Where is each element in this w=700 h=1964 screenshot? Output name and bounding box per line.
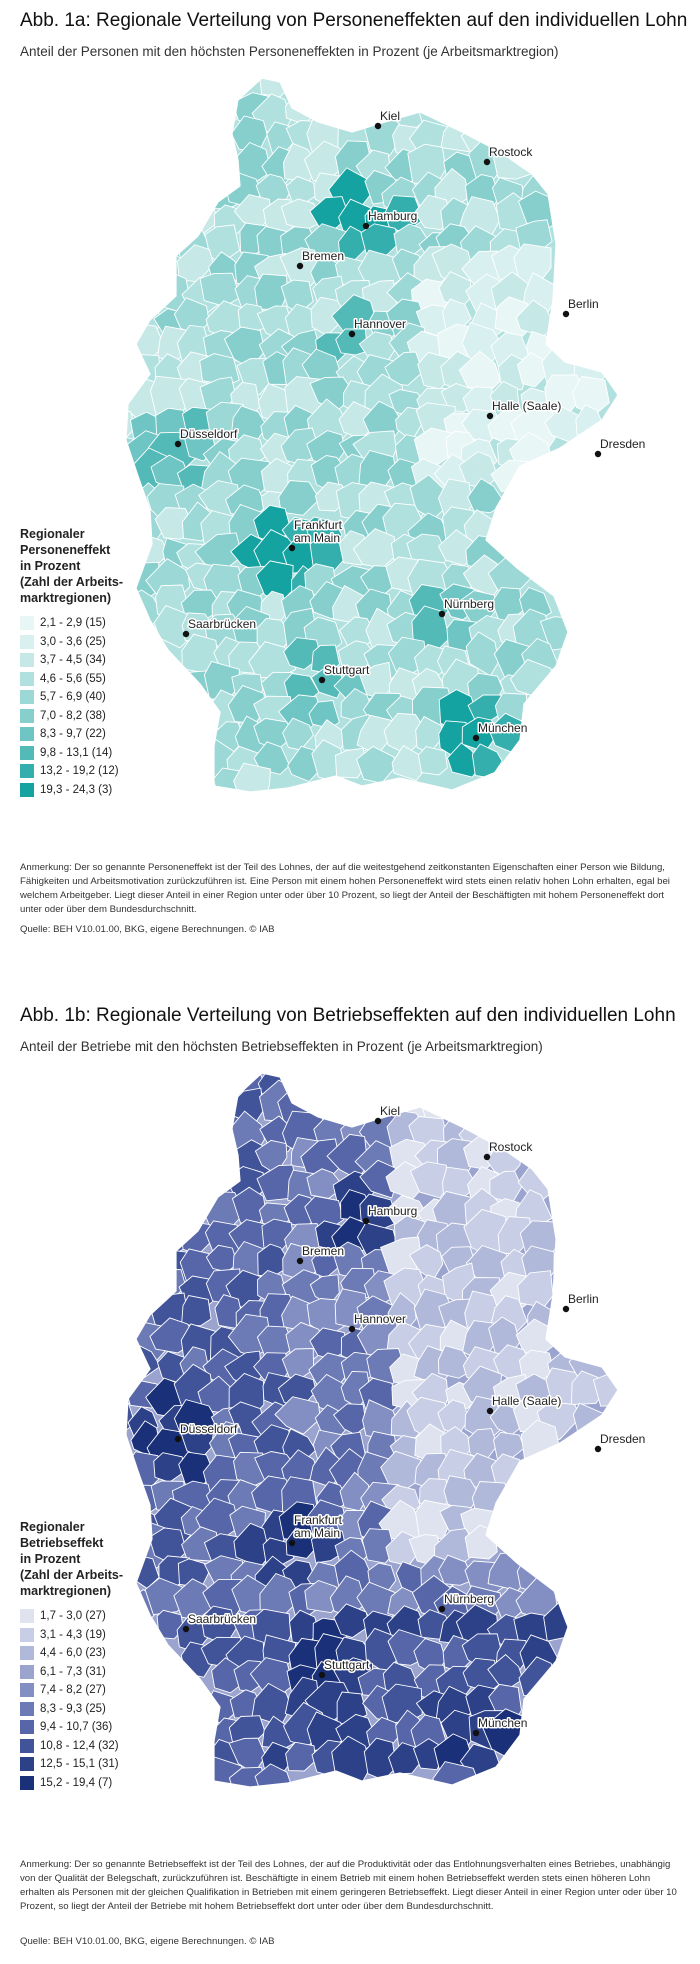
legend-swatch — [20, 1702, 34, 1716]
city-label: Halle (Saale) — [492, 399, 562, 413]
legend-label: 19,3 - 24,3 (3) — [40, 783, 113, 796]
germany-map-betriebseffekt — [0, 995, 700, 1964]
legend-items — [20, 1607, 180, 1792]
city-marker — [484, 159, 490, 165]
city-label: Bremen — [302, 249, 345, 263]
legend-label: 3,0 - 3,6 (25) — [40, 635, 106, 648]
city-label: Hamburg — [368, 1204, 418, 1218]
legend-item — [20, 614, 180, 633]
legend-label: 2,1 - 2,9 (15) — [40, 617, 106, 630]
legend-item — [20, 1644, 180, 1663]
legend-item — [20, 1663, 180, 1682]
city-marker — [297, 1258, 303, 1264]
legend-item — [20, 1755, 180, 1774]
legend-swatch — [20, 746, 34, 760]
source-note: Quelle: BEH V10.01.00, BKG, eigene Berechnungen. © IAB — [20, 924, 275, 935]
legend-swatch — [20, 764, 34, 778]
city-marker — [363, 223, 369, 229]
city-marker — [473, 735, 479, 741]
legend-item — [20, 707, 180, 726]
city-label: München — [478, 721, 528, 735]
city-label: Dresden — [600, 437, 646, 451]
city-marker — [183, 1626, 189, 1632]
city-marker — [349, 1326, 355, 1332]
city-label: Nürnberg — [444, 1592, 495, 1606]
germany-map-personeneffekt — [0, 0, 700, 960]
figure-title: Abb. 1a: Regionale Verteilung von Personeneffekten auf den individuellen Lohn — [20, 10, 688, 31]
city-label: Kiel — [380, 1104, 401, 1118]
city-label: Stuttgart — [324, 663, 370, 677]
legend-item — [20, 1607, 180, 1626]
legend-label: 5,7 - 6,9 (40) — [40, 691, 106, 704]
legend-swatch — [20, 709, 34, 723]
city-label: Kiel — [380, 109, 401, 123]
annotation-note: Anmerkung: Der so genannte Betriebseffekt ist der Teil des Lohnes, der auf die Produktivität oder das Entlohnungsverhalten eines Betriebes, unabhängig von der Qualität der Belegschaft, zurückzuführen ist. Beschäftigte in einem Betrieb mit einem hohen Betriebseffekt werden stets einen höheren Lohn erhalten als Personen mit der gleichen Qualifikation in Betrieben mit einem geringeren Betriebseffekt. Liegt dieser Anteil in einer Region unter oder über 10 Prozent, so liegt der Anteil der Betriebe mit hohem Betriebseffekt dort unter oder über dem Bundesdurchschnitt. — [20, 1859, 677, 1912]
city-label: Rostock — [489, 1140, 533, 1154]
legend-swatch — [20, 1776, 34, 1790]
legend-label: 8,3 - 9,3 (25) — [40, 1702, 106, 1715]
city-marker — [563, 311, 569, 317]
legend-swatch — [20, 1646, 34, 1660]
legend-label: 1,7 - 3,0 (27) — [40, 1610, 106, 1623]
city-label: Halle (Saale) — [492, 1394, 562, 1408]
legend-item — [20, 1626, 180, 1645]
legend-item — [20, 633, 180, 652]
legend-item — [20, 651, 180, 670]
legend-label: 7,0 - 8,2 (38) — [40, 709, 106, 722]
city-marker — [595, 1446, 601, 1452]
city-label: Dresden — [600, 1432, 646, 1446]
map-legend — [20, 1519, 180, 1792]
legend-swatch — [20, 672, 34, 686]
legend-items — [20, 614, 180, 799]
legend-label: 3,7 - 4,5 (34) — [40, 654, 106, 667]
city-marker — [289, 1540, 295, 1546]
legend-swatch — [20, 616, 34, 630]
legend-swatch — [20, 635, 34, 649]
legend-label: 9,8 - 13,1 (14) — [40, 746, 113, 759]
legend-label: 9,4 - 10,7 (36) — [40, 1721, 113, 1734]
legend-swatch — [20, 783, 34, 797]
city-marker — [319, 1672, 325, 1678]
legend-item — [20, 762, 180, 781]
legend-item — [20, 725, 180, 744]
city-label: Düsseldorf — [180, 1422, 238, 1436]
legend-item — [20, 781, 180, 800]
legend-item — [20, 688, 180, 707]
legend-swatch — [20, 653, 34, 667]
city-marker — [349, 331, 355, 337]
legend-swatch — [20, 1665, 34, 1679]
legend-label: 6,1 - 7,3 (31) — [40, 1665, 106, 1678]
legend-label: 3,1 - 4,3 (19) — [40, 1628, 106, 1641]
city-marker — [595, 451, 601, 457]
legend-label: 8,3 - 9,7 (22) — [40, 728, 106, 741]
legend-swatch — [20, 1683, 34, 1697]
legend-item — [20, 1681, 180, 1700]
city-label: Hamburg — [368, 209, 418, 223]
city-marker — [375, 1118, 381, 1124]
city-label: München — [478, 1716, 528, 1730]
legend-swatch — [20, 1739, 34, 1753]
city-label: Bremen — [302, 1244, 345, 1258]
legend-item — [20, 1700, 180, 1719]
map-region — [418, 747, 447, 775]
legend-item — [20, 670, 180, 689]
city-label: Saarbrücken — [188, 1612, 257, 1626]
map-region — [285, 88, 315, 124]
city-marker — [297, 263, 303, 269]
city-label: Berlin — [568, 1292, 599, 1306]
city-marker — [439, 1606, 445, 1612]
figure-1b — [0, 995, 700, 1964]
legend-swatch — [20, 727, 34, 741]
city-label: Nürnberg — [444, 597, 495, 611]
city-marker — [487, 1408, 493, 1414]
city-marker — [375, 123, 381, 129]
city-label: Rostock — [489, 145, 533, 159]
legend-label: 12,5 - 15,1 (31) — [40, 1758, 119, 1771]
legend-label: 10,8 - 12,4 (32) — [40, 1739, 119, 1752]
city-label: Frankfurt am Main — [294, 518, 343, 545]
legend-label: 4,4 - 6,0 (23) — [40, 1647, 106, 1660]
city-marker — [183, 631, 189, 637]
city-marker — [563, 1306, 569, 1312]
source-note: Quelle: BEH V10.01.00, BKG, eigene Berechnungen. © IAB — [20, 1936, 275, 1947]
legend-item — [20, 744, 180, 763]
city-label: Hannover — [354, 317, 407, 331]
legend-swatch — [20, 1628, 34, 1642]
legend-title: Regionaler Personeneffekt in Prozent (Zahl der Arbeits- marktregionen) — [20, 527, 124, 605]
legend-swatch — [20, 1720, 34, 1734]
city-marker — [175, 441, 181, 447]
legend-swatch — [20, 1609, 34, 1623]
city-label: Stuttgart — [324, 1658, 370, 1672]
city-marker — [363, 1218, 369, 1224]
panel-divider — [0, 975, 700, 976]
legend-title: Regionaler Betriebseffekt in Prozent (Zahl der Arbeits- marktregionen) — [20, 1520, 124, 1598]
legend-label: 15,2 - 19,4 (7) — [40, 1776, 113, 1789]
figure-title: Abb. 1b: Regionale Verteilung von Betriebseffekten auf den individuellen Lohn — [20, 1005, 676, 1026]
city-marker — [487, 413, 493, 419]
city-label: Frankfurt am Main — [294, 1513, 343, 1540]
city-marker — [289, 545, 295, 551]
figure-subtitle: Anteil der Personen mit den höchsten Personeneffekten in Prozent (je Arbeitsmarktregion) — [20, 44, 559, 59]
legend-label: 4,6 - 5,6 (55) — [40, 672, 106, 685]
map-legend — [20, 526, 180, 799]
legend-item — [20, 1774, 180, 1793]
figure-1a — [0, 0, 700, 960]
city-marker — [439, 611, 445, 617]
legend-item — [20, 1737, 180, 1756]
city-marker — [175, 1436, 181, 1442]
legend-item — [20, 1718, 180, 1737]
city-label: Saarbrücken — [188, 617, 257, 631]
city-marker — [319, 677, 325, 683]
city-marker — [484, 1154, 490, 1160]
legend-swatch — [20, 690, 34, 704]
legend-label: 13,2 - 19,2 (12) — [40, 765, 119, 778]
city-label: Düsseldorf — [180, 427, 238, 441]
legend-label: 7,4 - 8,2 (27) — [40, 1684, 106, 1697]
map-region — [184, 1717, 218, 1748]
city-label: Hannover — [354, 1312, 407, 1326]
city-label: Berlin — [568, 297, 599, 311]
legend-swatch — [20, 1757, 34, 1771]
map-region — [182, 1296, 212, 1326]
annotation-note: Anmerkung: Der so genannte Personeneffekt ist der Teil des Lohnes, der auf die weitestgehend zeitkonstanten Eigenschaften einer Person wie Bildung, Fähigkeiten und Arbeitsmotivation zurückzuführen ist. Eine Person mit einem hohen Personeneffekt wird stets einen relativ hohen Lohn erhalten, egal bei welchem Arbeitgeber. Liegt dieser Anteil in einer Region unter oder über 10 Prozent, so liegt der Anteil der Beschäftigten mit hohem Personeneffekt dort unter oder über dem Bundesdurchschnitt. — [20, 862, 670, 915]
city-marker — [473, 1730, 479, 1736]
figure-subtitle: Anteil der Betriebe mit den höchsten Betriebseffekten in Prozent (je Arbeitsmarktregion) — [20, 1039, 543, 1054]
